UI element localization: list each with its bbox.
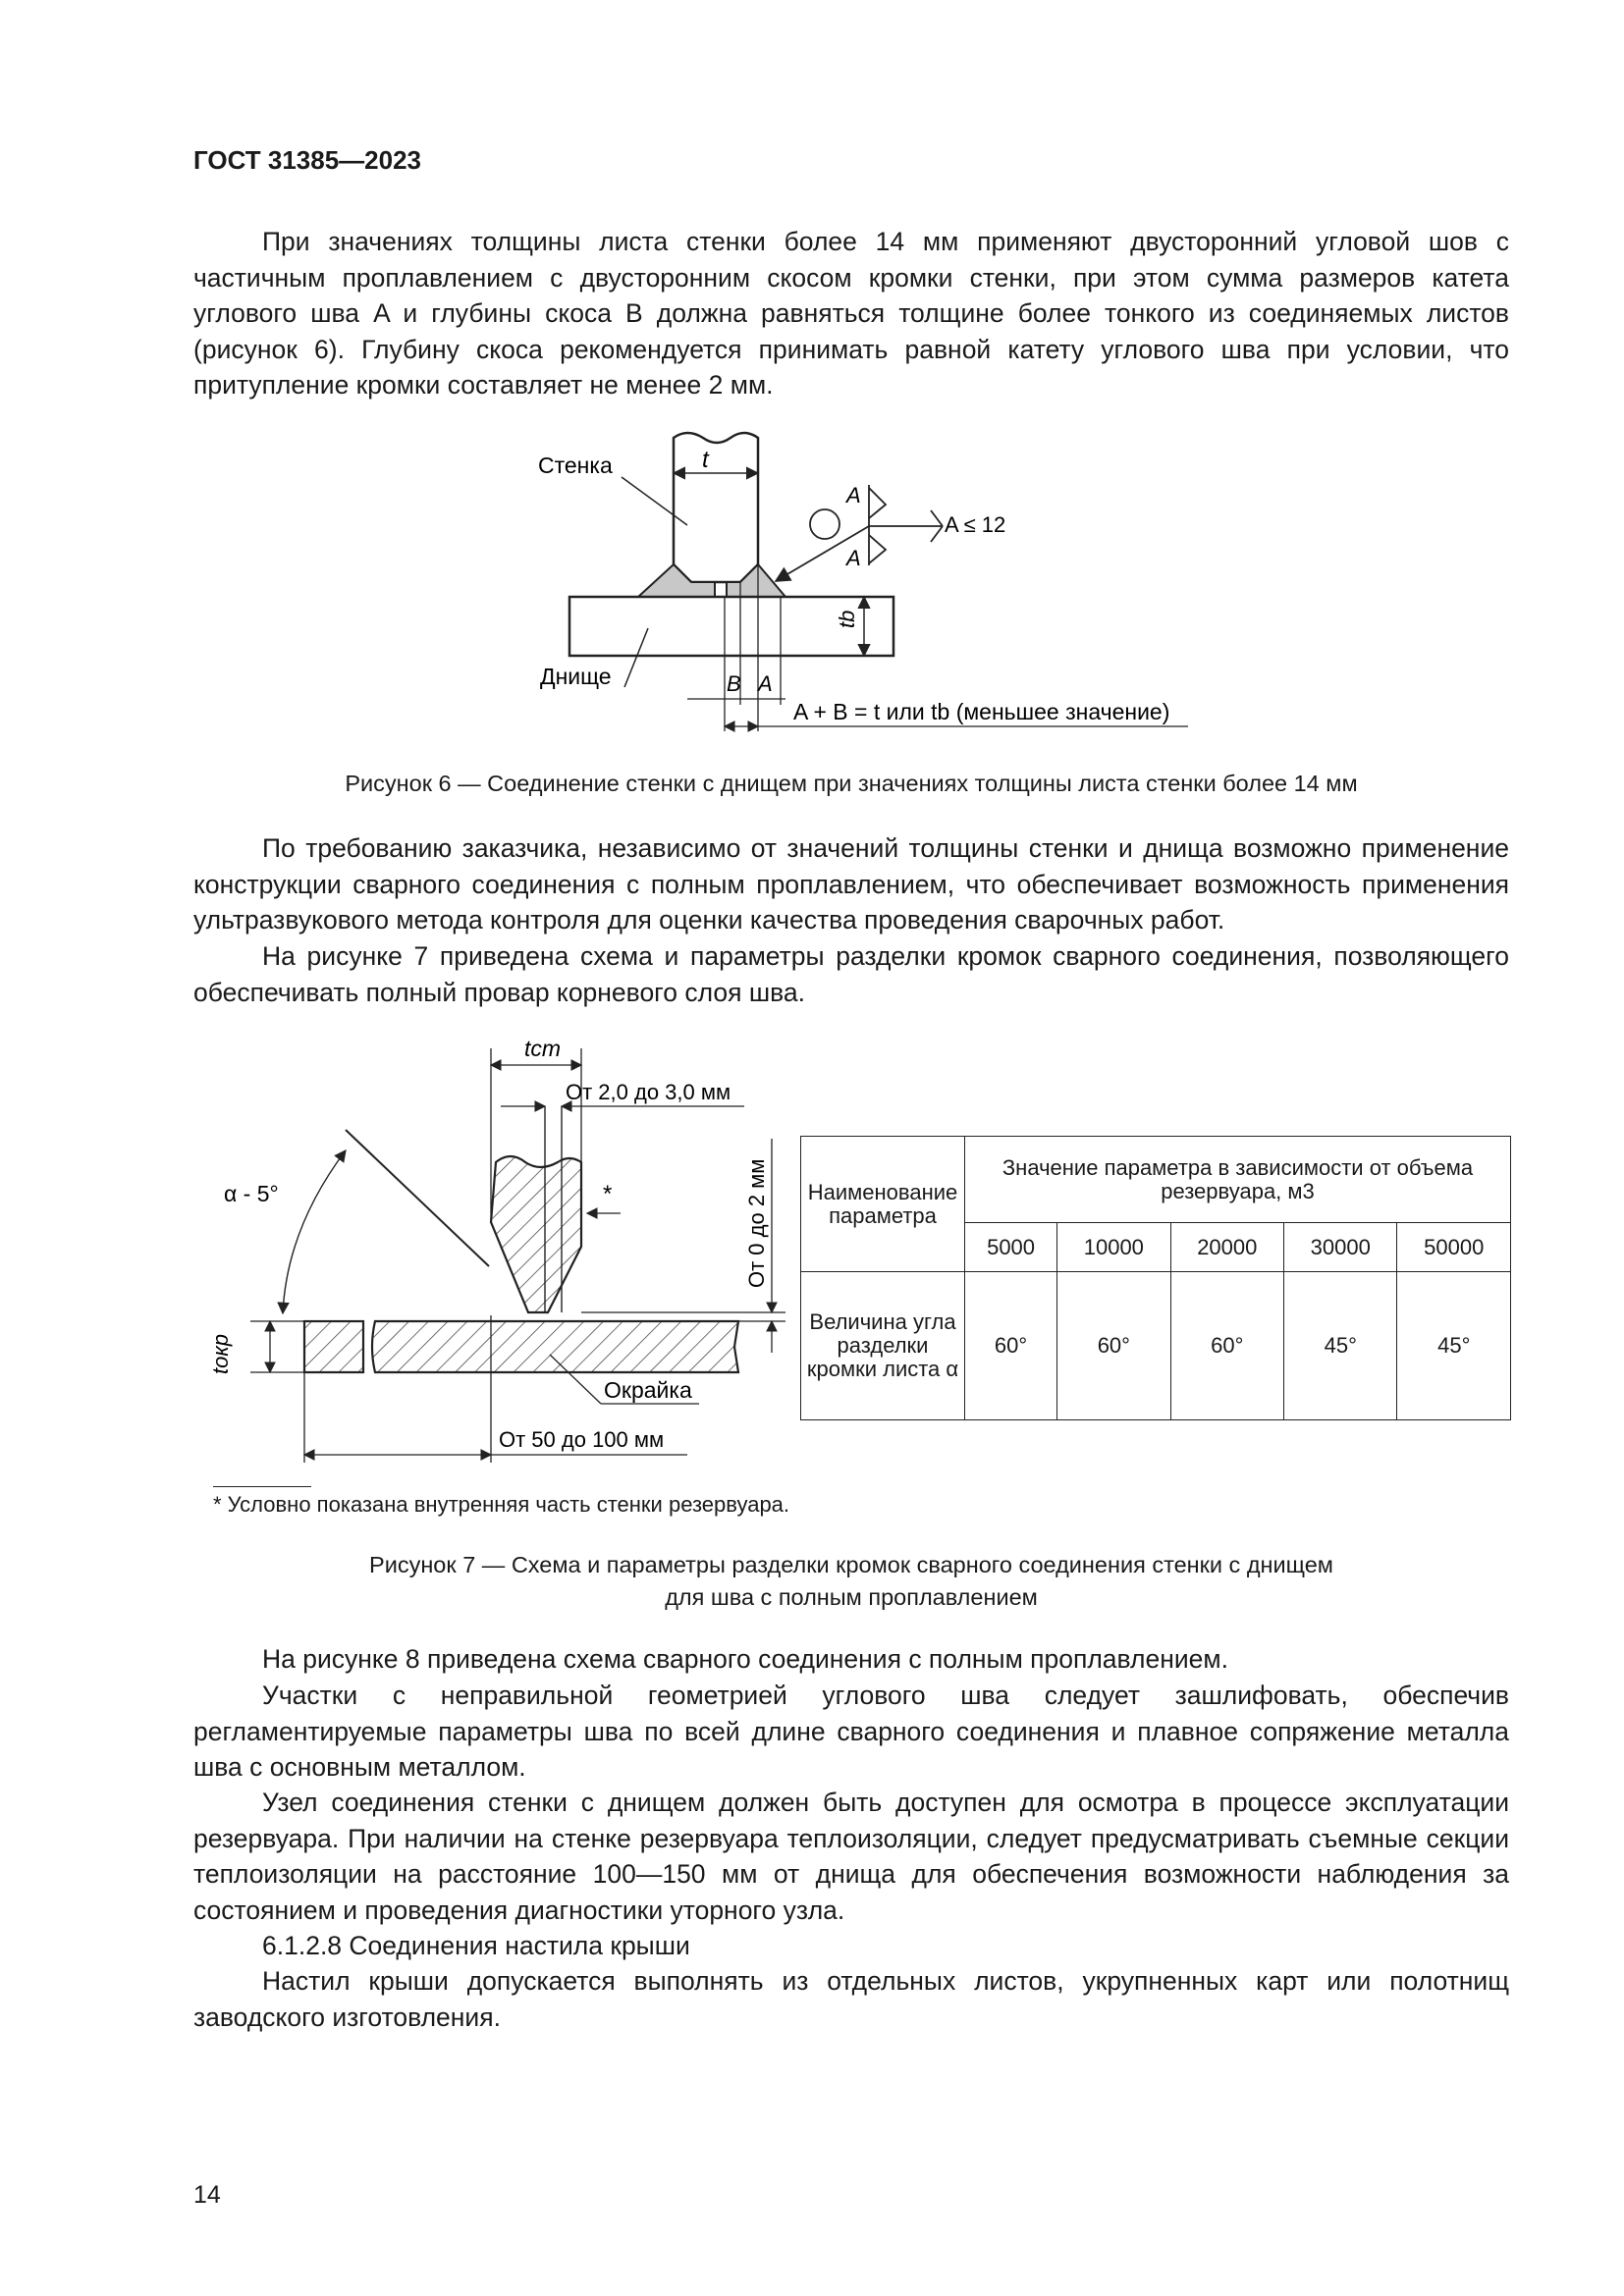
section-heading-6-1-2-8: 6.1.2.8 Соединения настила крыши (262, 1931, 690, 1960)
footnote-separator (213, 1486, 311, 1487)
document-header: ГОСТ 31385—2023 (193, 145, 421, 175)
parameters-table (800, 1136, 1511, 1420)
weld-note: A ≤ 12 (945, 512, 1006, 537)
weld-a-bottom: A (846, 546, 861, 570)
okraika-plate (372, 1321, 738, 1372)
table-value: 60° (1057, 1272, 1170, 1420)
table-param-header: Наименование параметра (801, 1137, 965, 1272)
bottom-label: Днище (540, 664, 612, 689)
figure-7-caption-line2: для шва с полным проплавлением (665, 1584, 1038, 1610)
paragraph-4: На рисунке 8 приведена схема сварного соединения с полным проплавлением. (262, 1644, 1228, 1674)
figure-7-caption-line1: Рисунок 7 — Схема и параметры разделки кромок сварного соединения стенки с днищем (369, 1552, 1333, 1577)
paragraph-2: По требованию заказчика, независимо от значений толщины стенки и днища возможно применение конструкции сварного соединения с полным проплавлением, что обеспечивает возможность применения ультразвукового метода контроля для оценки качества проведения сварочных работ. (193, 833, 1509, 934)
dim-vertical: От 0 до 2 мм (744, 1158, 769, 1288)
wall-star-note: * (603, 1181, 613, 1207)
paragraph-3: На рисунке 7 приведена схема и параметры разделки кромок сварного соединения, позволяющего обеспечивать полный провар корневого слоя шва. (193, 941, 1509, 1007)
paragraph-1: При значениях толщины листа стенки более 14 мм применяют двусторонний угловой шов с частичным проплавлением с двусторонним скосом кромки стенки, при этом сумма размеров катета углового шва A и глубины скоса B должна равняться толщине более тонкого из соединяемых листов (рисунок 6). Глубину скоса рекомендуется принимать равной катету углового шва при условии, что притупление кромки составляет не менее 2 мм. (193, 227, 1509, 400)
page-number: 14 (193, 2181, 221, 2209)
table-value: 45° (1397, 1272, 1511, 1420)
table-row-label: Величина угла разделки кромки листа α (801, 1272, 965, 1420)
dim-B: B (727, 671, 741, 696)
table-value: 60° (965, 1272, 1057, 1420)
dim-t-st: tст (524, 1036, 562, 1061)
paragraph-5: Участки с неправильной геометрией углового шва следует зашлифовать, обеспечив регламентируемые параметры шва по всей длине сварного соединения и плавное сопряжение металла шва с основным металлом. (193, 1681, 1509, 1782)
table-value: 45° (1284, 1272, 1397, 1420)
okraika-left-piece (304, 1321, 363, 1372)
paragraph-8: Настил крыши допускается выполнять из отдельных листов, укрупненных карт или полотнищ заводского изготовления. (193, 1966, 1509, 2032)
table-volume: 30000 (1284, 1223, 1397, 1272)
weld-a-top: A (846, 483, 861, 507)
table-volume: 10000 (1057, 1223, 1170, 1272)
dim-t-okr: tокр (208, 1334, 233, 1374)
table-volume: 20000 (1170, 1223, 1283, 1272)
table-volume: 5000 (965, 1223, 1057, 1272)
figure-6-caption: Рисунок 6 — Соединение стенки с днищем при значениях толщины листа стенки более 14 мм (345, 771, 1358, 796)
footnote: * Условно показана внутренняя часть стенки резервуара. (213, 1492, 790, 1517)
wall-section (491, 1156, 581, 1312)
angle-label: α - 5° (224, 1181, 279, 1206)
formula: A + B = t или tb (меньшее значение) (793, 699, 1170, 724)
dim-A: A (758, 671, 773, 696)
table-value-header: Значение параметра в зависимости от объема резервуара, м3 (965, 1137, 1511, 1223)
okraika-label: Окрайка (604, 1377, 692, 1403)
table-value: 60° (1170, 1272, 1283, 1420)
dim-tb: tb (835, 610, 859, 628)
dim-gap: От 2,0 до 3,0 мм (566, 1080, 731, 1104)
wall-label: Стенка (538, 453, 613, 478)
table-volume: 50000 (1397, 1223, 1511, 1272)
dim-t: t (702, 447, 709, 473)
paragraph-6: Узел соединения стенки с днищем должен быть доступен для осмотра в процессе эксплуатации резервуара. При наличии на стенке резервуара теплоизоляции, следует предусматривать съемные секции теплоизоляции на расстояние 100—150 мм от днища для обеспечения возможности наблюдения за состоянием и проведения диагностики уторного узла. (193, 1788, 1509, 1925)
dim-distance: От 50 до 100 мм (499, 1427, 665, 1452)
